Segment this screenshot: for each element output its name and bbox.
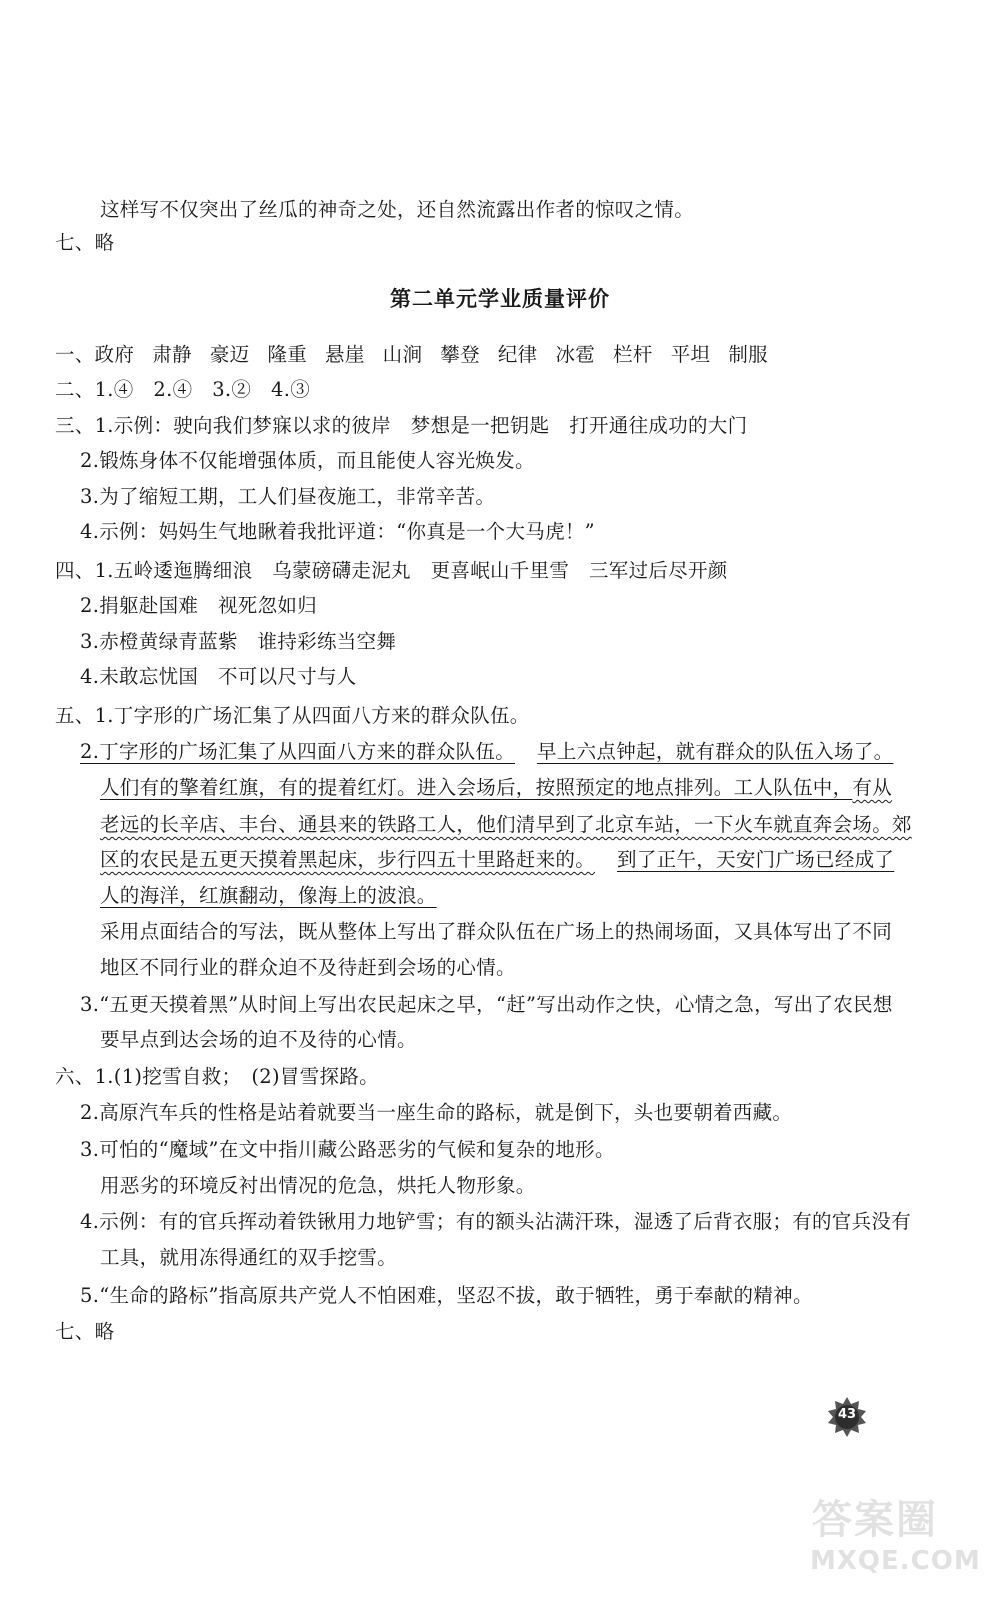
page-title: 第二单元学业质量评价: [390, 287, 610, 311]
watermark: [808, 1488, 988, 1593]
section-4-line-4: 4.未敢忘忧国 不可以尺寸与人: [80, 665, 357, 688]
section-4-line-3: 3.赤橙黄绿青蓝紫 谁持彩练当空舞: [80, 630, 397, 653]
section-6-line-3: 3.可怕的“魔域”在文中指川藏公路恶劣的气候和复杂的地形。: [80, 1138, 615, 1161]
wavy-underlined-sentence: 区的农民是五更天摸着黑起床，步行四五十里路赶来的。: [100, 848, 596, 871]
word-item: 山涧: [382, 343, 423, 366]
wavy-underlined-sentence: 老远的长辛店、丰台、通县来的铁路工人，他们清早到了北京车站，一下火车就直奔会场。郊: [100, 813, 912, 836]
section-3-line-2: 2.锻炼身体不仅能增强体质，而且能使人容光焕发。: [80, 449, 535, 472]
section-6-line-1: 六、1.(1)挖雪自救； (2)冒雪探路。: [55, 1065, 379, 1088]
section-5-line-8: 地区不同行业的群众迫不及待赶到会场的心情。: [100, 956, 516, 979]
section-5-line-6: [100, 881, 437, 911]
section-5-line-1: 五、1.丁字形的广场汇集了从四面八方来的群众队伍。: [55, 704, 530, 727]
section-5-line-4: [100, 810, 912, 840]
section-5-line-10: 要早点到达会场的迫不及待的心情。: [100, 1028, 417, 1051]
section-4-line-1: 四、1.五岭逶迤腾细浪 乌蒙磅礴走泥丸 更喜岷山千里雪 三军过后尽开颜: [55, 559, 728, 582]
watermark-en: MXQE.COM: [810, 1546, 981, 1576]
section-3-line-3: 3.为了缩短工期，工人们昼夜施工，非常辛苦。: [80, 485, 496, 508]
underlined-sentence: 人的海洋，红旗翻动，像海上的波浪。: [100, 884, 437, 907]
page-number-badge: [826, 1396, 868, 1438]
section-5-line-5: [100, 845, 894, 875]
section-5-line-2: [80, 737, 893, 767]
prev-section-seven: 七、略: [55, 231, 115, 254]
section-6-line-5: 4.示例：有的官兵挥动着铁锹用力地铲雪；有的额头沾满汗珠，湿透了后背衣服；有的官兵没有: [80, 1210, 912, 1233]
word-item: 悬崖: [325, 343, 365, 366]
section-3-line-4: 4.示例：妈妈生气地瞅着我批评道：“你真是一个大马虎！”: [80, 520, 595, 543]
wavy-underlined-sentence: 有从: [852, 776, 893, 799]
word-item: 冰雹: [555, 343, 596, 366]
underlined-sentence: 早上六点钟起，就有群众的队伍入场了。: [537, 740, 894, 763]
word-item: 平坦: [670, 343, 711, 366]
section-7-line: 七、略: [55, 1320, 115, 1343]
section-3-line-1: 三、1.示例：驶向我们梦寐以求的彼岸 梦想是一把钥匙 打开通往成功的大门: [55, 414, 748, 437]
page-number: 43: [837, 1407, 857, 1422]
word-item: 攀登: [440, 343, 480, 366]
underlined-sentence: 到了正午，天安门广场已经成了: [617, 848, 895, 871]
underlined-sentence: 2.丁字形的广场汇集了从四面八方来的群众队伍。: [80, 740, 516, 763]
section-6-line-2: 2.高原汽车兵的性格是站着就要当一座生命的路标，就是倒下，头也要朝着西藏。: [80, 1101, 793, 1124]
word-item: 栏杆: [613, 343, 653, 366]
section-1-words: [55, 340, 786, 370]
section-1-prefix: 一、: [55, 343, 95, 366]
underlined-sentence: 人们有的擎着红旗，有的提着红灯。进入会场后，按照预定的地点排列。工人队伍中，: [100, 776, 853, 799]
section-5-line-3: [100, 773, 892, 803]
section-6-line-6: 工具，就用冻得通红的双手挖雪。: [100, 1246, 398, 1269]
word-item: 隆重: [267, 343, 308, 366]
prev-answer-line: 这样写不仅突出了丝瓜的神奇之处，还自然流露出作者的惊叹之情。: [100, 198, 695, 221]
word-item: 豪迈: [209, 343, 250, 366]
word-item: 肃静: [152, 343, 192, 366]
watermark-cn: 答案圈: [812, 1497, 938, 1543]
section-2-line: 二、1.④ 2.④ 3.② 4.③: [55, 378, 311, 401]
section-6-line-4: 用恶劣的环境反衬出情况的危急，烘托人物形象。: [100, 1174, 536, 1197]
word-item: 政府: [94, 343, 135, 366]
word-item: 制服: [728, 343, 768, 366]
section-5-line-7: 采用点面结合的写法，既从整体上写出了群众队伍在广场上的热闹场面，又具体写出了不同: [100, 920, 893, 943]
section-6-line-7: 5.“生命的路标”指高原共产党人不怕困难，坚忍不拔，敢于牺牲，勇于奉献的精神。: [80, 1284, 813, 1307]
section-4-line-2: 2.捐躯赴国难 视死忽如归: [80, 594, 318, 617]
word-item: 纪律: [497, 343, 538, 366]
section-5-line-9: 3.“五更天摸着黑”从时间上写出农民起床之早，“赶”写出动作之快，心情之急，写出了农民想: [80, 993, 893, 1016]
